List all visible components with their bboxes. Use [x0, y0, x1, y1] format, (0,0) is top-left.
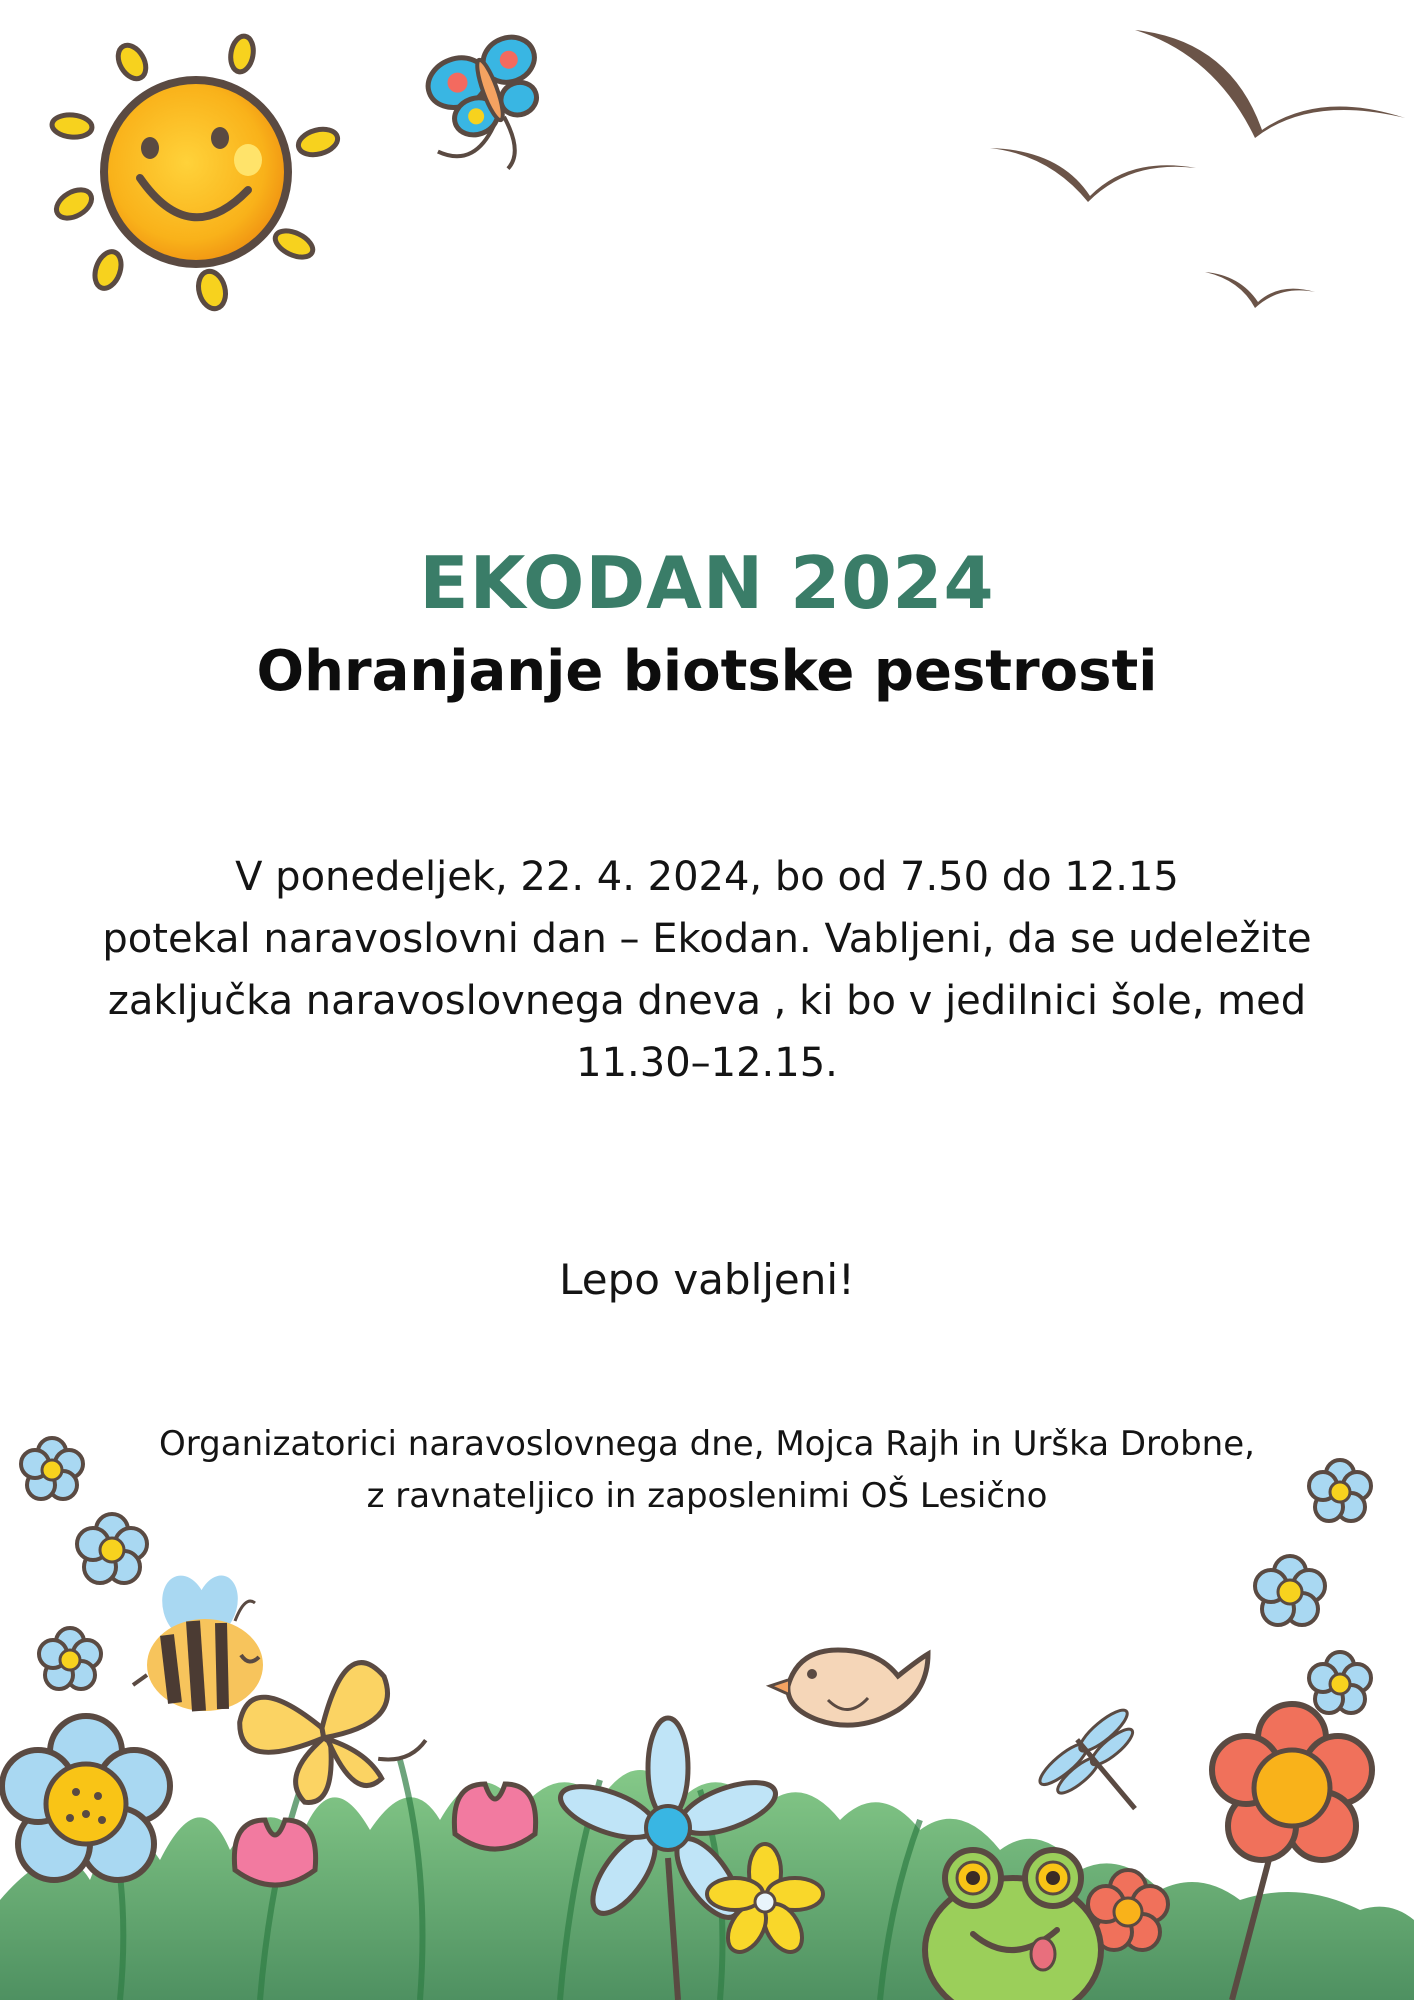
page-title: EKODAN 2024: [419, 541, 995, 625]
announcement-line: zaključka naravoslovnega dneva , ki bo v jedilnici šole, med: [107, 978, 1307, 1024]
announcement-line: V ponedeljek, 22. 4. 2024, bo od 7.50 do 12.15: [235, 854, 1179, 900]
organizers-line: Organizatorici naravoslovnega dne, Mojca Rajh in Urška Drobne,: [159, 1424, 1255, 1464]
organizers-line: z ravnateljico in zaposlenimi OŠ Lesično: [366, 1476, 1048, 1516]
organizers-signature: [80, 1418, 1334, 1522]
page-subtitle: Ohranjanje biotske pestrosti: [256, 639, 1158, 704]
greeting-text: Lepo vabljeni!: [559, 1255, 855, 1304]
announcement-line: potekal naravoslovni dan – Ekodan. Vabljeni, da se udeležite: [102, 916, 1312, 962]
announcement-line: 11.30–12.15.: [576, 1040, 838, 1086]
announcement-text: [60, 846, 1354, 1094]
